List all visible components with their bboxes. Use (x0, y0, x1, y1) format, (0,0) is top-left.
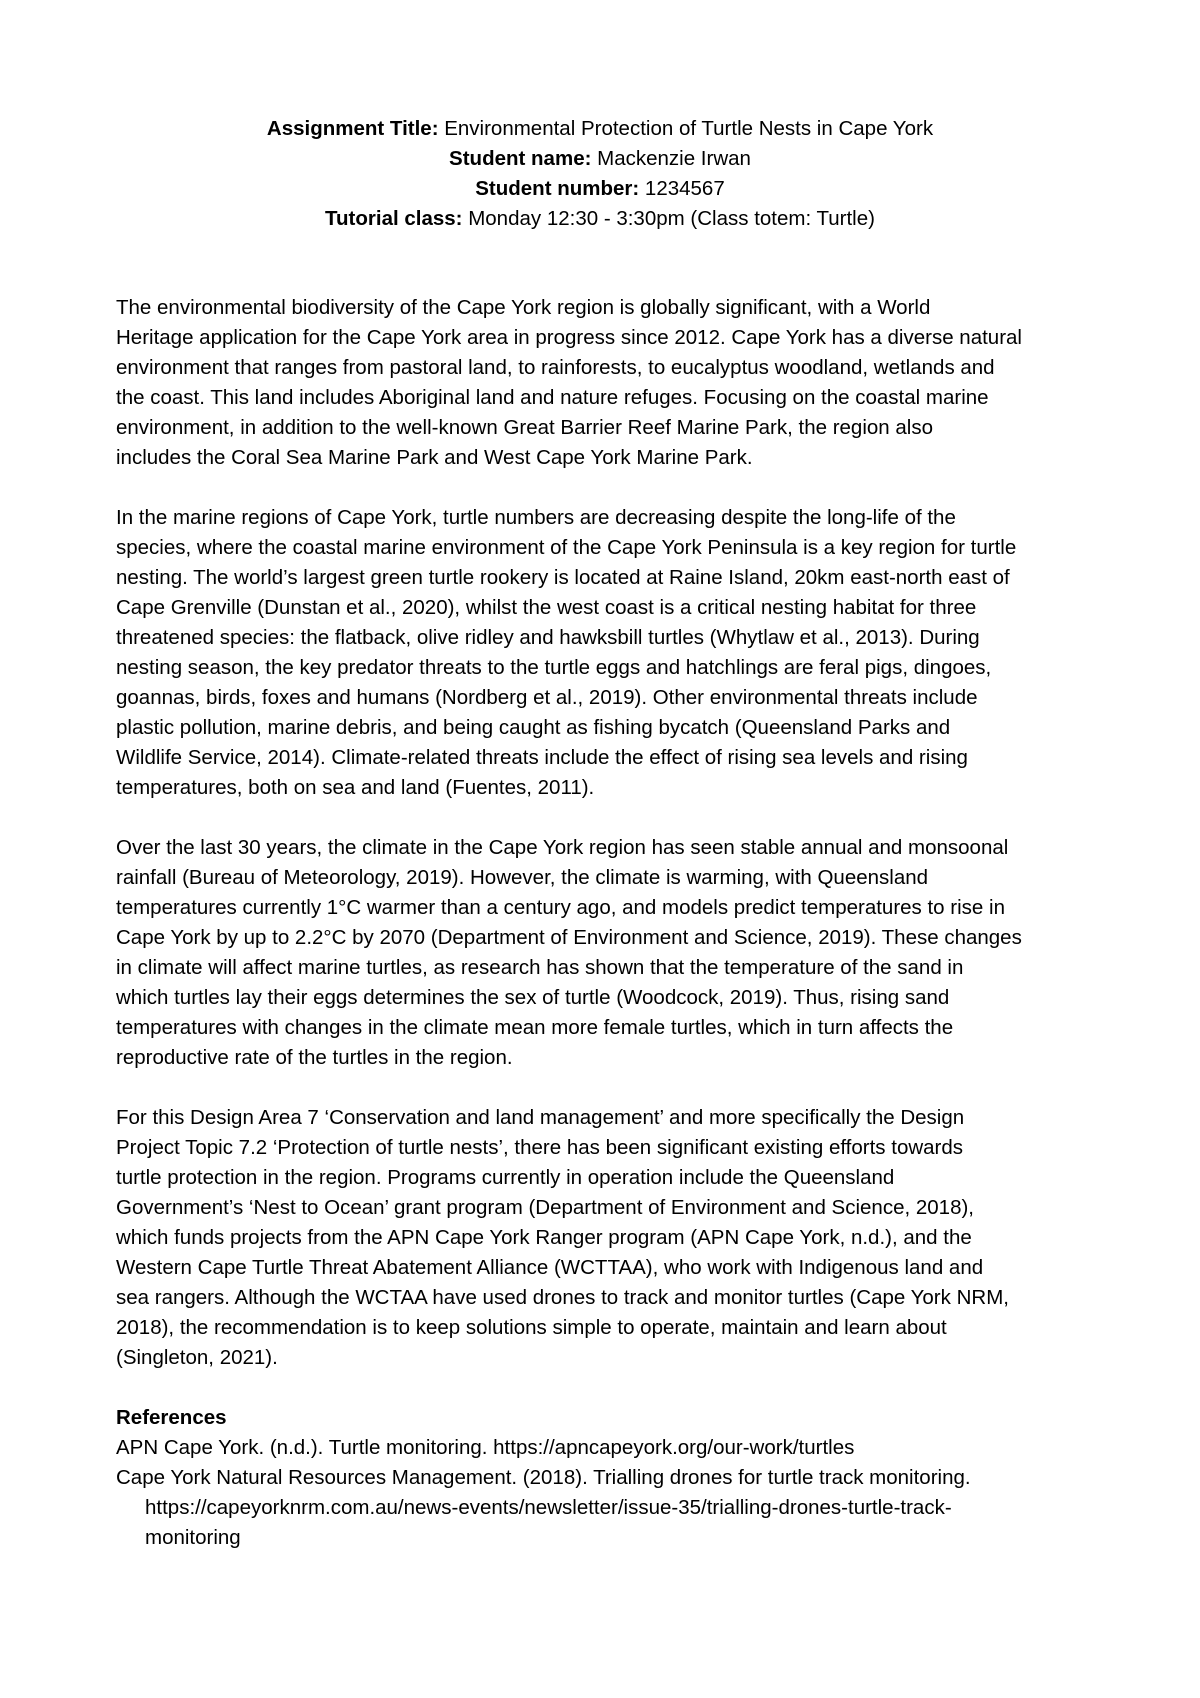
student-name-line (0, 144, 1200, 174)
paragraph-line: Cape Grenville (Dunstan et al., 2020), whilst the west coast is a critical nesting habitat for three (116, 596, 977, 619)
paragraph-line: turtle protection in the region. Programs currently in operation include the Queensland (116, 1166, 895, 1189)
reference-line: Cape York Natural Resources Management. (2018). Trialling drones for turtle track monitoring. (116, 1466, 971, 1489)
reference-item (116, 1463, 1096, 1553)
paragraph-line: Government’s ‘Nest to Ocean’ grant program (Department of Environment and Science, 2018), (116, 1196, 975, 1219)
paragraph-line: nesting season, the key predator threats to the turtle eggs and hatchlings are feral pigs, dingoes, (116, 656, 992, 679)
reference-line: APN Cape York. (n.d.). Turtle monitoring. https://apncapeyork.org/our-work/turtles (116, 1436, 855, 1459)
paragraph-line: Project Topic 7.2 ‘Protection of turtle nests’, there has been significant existing efforts towards (116, 1136, 964, 1159)
assignment-header (0, 114, 1200, 234)
paragraph-climate (116, 833, 1096, 1073)
reference-line: monitoring (145, 1526, 241, 1549)
reference-item (116, 1433, 1096, 1463)
student-name-value: Mackenzie Irwan (591, 147, 751, 170)
paragraph-line: reproductive rate of the turtles in the region. (116, 1046, 513, 1069)
paragraph-line: (Singleton, 2021). (116, 1346, 278, 1369)
paragraph-line: temperatures, both on sea and land (Fuentes, 2011). (116, 776, 595, 799)
paragraph-intro (116, 293, 1096, 473)
paragraph-design-area (116, 1103, 1096, 1373)
tutorial-class-line (0, 204, 1200, 234)
paragraph-line: nesting. The world’s largest green turtle rookery is located at Raine Island, 20km east-north east of (116, 566, 1010, 589)
paragraph-line: in climate will affect marine turtles, as research has shown that the temperature of the sand in (116, 956, 964, 979)
student-name-label: Student name: (449, 147, 592, 170)
paragraph-line: threatened species: the flatback, olive ridley and hawksbill turtles (Whytlaw et al., 2013). During (116, 626, 980, 649)
paragraph-marine-threats (116, 503, 1096, 803)
paragraph-line: Heritage application for the Cape York area in progress since 2012. Cape York has a diverse natural (116, 326, 1022, 349)
paragraph-line: includes the Coral Sea Marine Park and West Cape York Marine Park. (116, 446, 753, 469)
references-heading: References (116, 1406, 227, 1429)
paragraph-line: sea rangers. Although the WCTAA have used drones to track and monitor turtles (Cape York NRM, (116, 1286, 1009, 1309)
tutorial-class-value: Monday 12:30 - 3:30pm (Class totem: Turtle) (462, 207, 875, 230)
paragraph-line: The environmental biodiversity of the Cape York region is globally significant, with a World (116, 296, 931, 319)
student-number-value: 1234567 (639, 177, 725, 200)
assignment-title-label: Assignment Title: (266, 117, 439, 140)
paragraph-line: Cape York by up to 2.2°C by 2070 (Department of Environment and Science, 2019). These changes (116, 926, 1022, 949)
assignment-body (116, 293, 1096, 1553)
references-section (116, 1403, 1096, 1553)
paragraph-line: environment, in addition to the well-known Great Barrier Reef Marine Park, the region also (116, 416, 933, 439)
assignment-title-line (0, 114, 1200, 144)
paragraph-line: 2018), the recommendation is to keep solutions simple to operate, maintain and learn about (116, 1316, 947, 1339)
paragraph-line: which funds projects from the APN Cape York Ranger program (APN Cape York, n.d.), and the (116, 1226, 972, 1249)
paragraph-line: temperatures currently 1°C warmer than a century ago, and models predict temperatures to rise in (116, 896, 1005, 919)
tutorial-class-label: Tutorial class: (325, 207, 463, 230)
paragraph-line: species, where the coastal marine environment of the Cape York Peninsula is a key region for turtle (116, 536, 1017, 559)
paragraph-line: plastic pollution, marine debris, and being caught as fishing bycatch (Queensland Parks and (116, 716, 951, 739)
reference-line: https://capeyorknrm.com.au/news-events/newsletter/issue-35/trialling-drones-turtle-track- (145, 1496, 952, 1519)
paragraph-line: which turtles lay their eggs determines the sex of turtle (Woodcock, 2019). Thus, rising sand (116, 986, 950, 1009)
paragraph-line: Over the last 30 years, the climate in the Cape York region has seen stable annual and monsoonal (116, 836, 1009, 859)
paragraph-line: temperatures with changes in the climate mean more female turtles, which in turn affects the (116, 1016, 954, 1039)
paragraph-line: For this Design Area 7 ‘Conservation and land management’ and more specifically the Design (116, 1106, 965, 1129)
paragraph-line: rainfall (Bureau of Meteorology, 2019). However, the climate is warming, with Queensland (116, 866, 929, 889)
paragraph-line: environment that ranges from pastoral land, to rainforests, to eucalyptus woodland, wetlands and (116, 356, 995, 379)
paragraph-line: the coast. This land includes Aboriginal land and nature refuges. Focusing on the coastal marine (116, 386, 989, 409)
assignment-title-value: Environmental Protection of Turtle Nests in Cape York (438, 117, 934, 140)
paragraph-line: In the marine regions of Cape York, turtle numbers are decreasing despite the long-life of the (116, 506, 956, 529)
paragraph-line: Western Cape Turtle Threat Abatement Alliance (WCTTAA), who work with Indigenous land and (116, 1256, 984, 1279)
paragraph-line: goannas, birds, foxes and humans (Nordberg et al., 2019). Other environmental threats include (116, 686, 978, 709)
paragraph-line: Wildlife Service, 2014). Climate-related threats include the effect of rising sea levels and rising (116, 746, 968, 769)
student-number-label: Student number: (475, 177, 640, 200)
student-number-line (0, 174, 1200, 204)
